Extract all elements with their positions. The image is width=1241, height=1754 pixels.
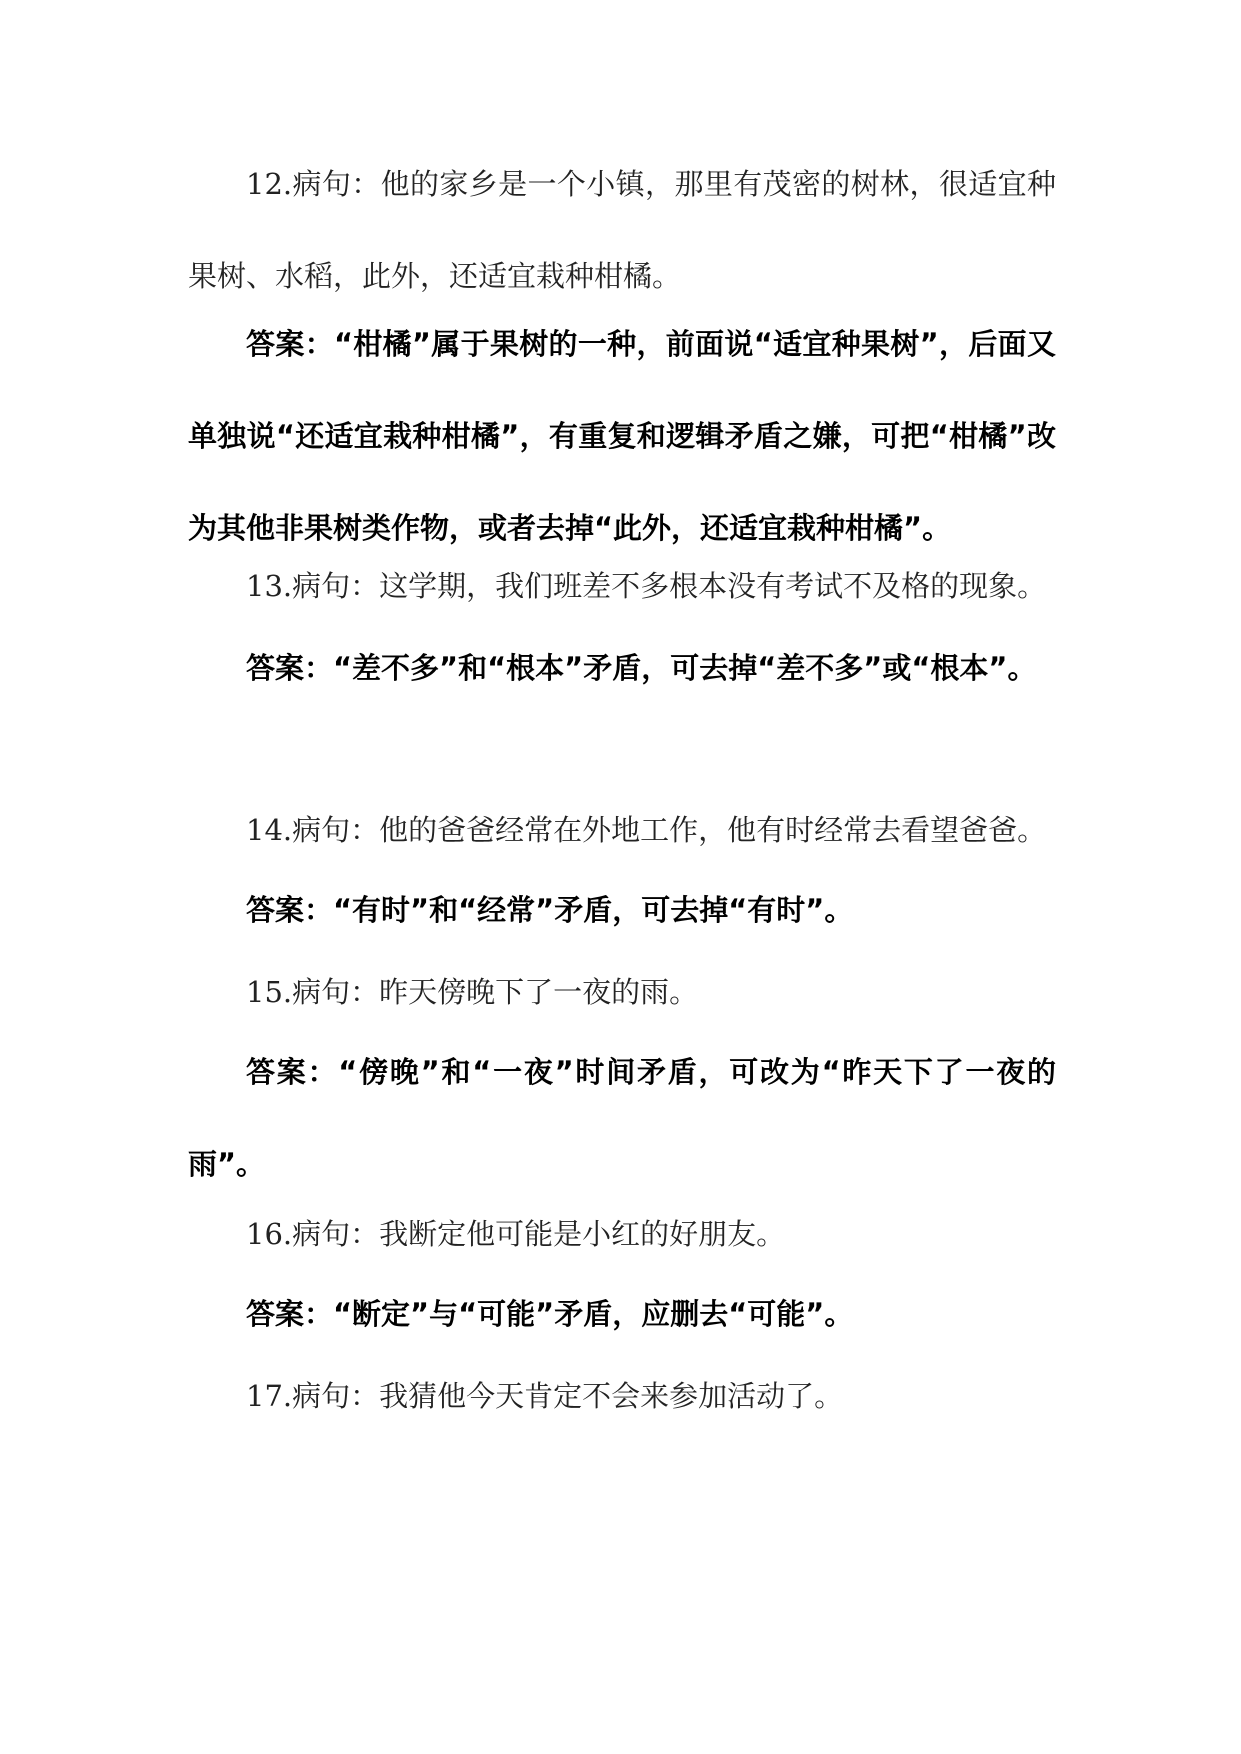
answer-16: 答案：“断定”与“可能”矛盾，应删去“可能”。 (246, 1297, 854, 1331)
question-13: 13.病句：这学期，我们班差不多根本没有考试不及格的现象。 (246, 569, 1047, 603)
question-12: 12.病句：他的家乡是一个小镇，那里有茂密的树林，很适宜种果树、水稻，此外，还适宜栽种柑橘。 (188, 167, 1056, 293)
answer-15: 答案：“傍晚”和“一夜”时间矛盾，可改为“昨天下了一夜的雨”。 (188, 1055, 1056, 1181)
question-17: 17.病句：我猜他今天肯定不会来参加活动了。 (246, 1379, 844, 1413)
question-14: 14.病句：他的爸爸经常在外地工作，他有时经常去看望爸爸。 (246, 813, 1047, 847)
answer-13: 答案：“差不多”和“根本”矛盾，可去掉“差不多”或“根本”。 (246, 651, 1037, 685)
question-16: 16.病句：我断定他可能是小红的好朋友。 (246, 1217, 786, 1251)
answer-14: 答案：“有时”和“经常”矛盾，可去掉“有时”。 (246, 893, 854, 927)
question-15: 15.病句：昨天傍晚下了一夜的雨。 (246, 975, 699, 1009)
answer-12: 答案：“柑橘”属于果树的一种，前面说“适宜种果树”，后面又单独说“还适宜栽种柑橘”，有重复和逻辑矛盾之嫌，可把“柑橘”改为其他非果树类作物，或者去掉“此外，还适宜栽种柑橘”。 (188, 327, 1056, 545)
